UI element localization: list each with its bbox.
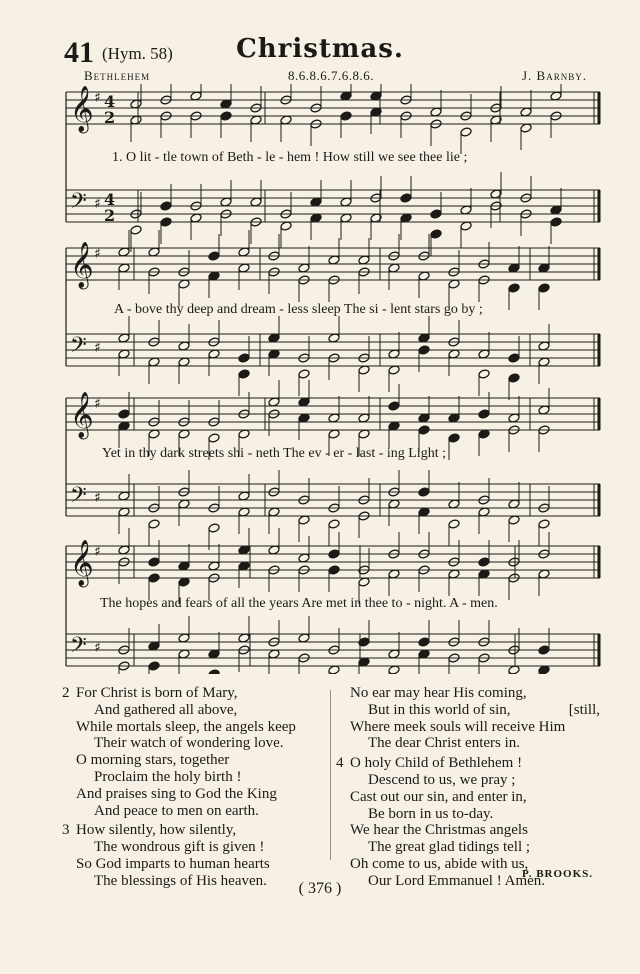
note-head — [208, 433, 220, 443]
note-head — [478, 557, 490, 567]
time-signature-top: 4 — [104, 190, 116, 209]
key-signature-sharp-icon: ♯ — [94, 396, 101, 412]
note-head — [238, 353, 250, 363]
verse-line: But in this world of sin, [still, — [368, 701, 600, 718]
verse-line: Cast out our sin, and enter in, — [350, 788, 527, 805]
key-signature-sharp-icon: ♯ — [94, 246, 101, 262]
verse-number: 2 — [62, 685, 70, 701]
verse-line: Proclaim the holy birth ! — [94, 768, 242, 785]
note-head — [148, 519, 160, 529]
verse-aside: [still, — [568, 701, 600, 718]
verses-right-column — [336, 685, 600, 890]
note-head — [538, 519, 550, 529]
verse-line: Be born in us to-day. — [368, 805, 494, 822]
hymn-title: Christmas. — [236, 34, 404, 64]
note-head — [430, 209, 442, 219]
note-head — [478, 369, 490, 379]
lyric-line-3: Yet in thy dark streets shi - neth The ev - er - last - ing Light ; — [102, 446, 446, 461]
note-head — [160, 217, 172, 227]
composer: J. Barnby. — [522, 68, 587, 83]
meter: 8.6.8.6.7.6.8.6. — [288, 68, 374, 83]
note-head — [148, 661, 160, 671]
music-score — [60, 84, 610, 674]
note-head — [550, 217, 562, 227]
lyric-line-4: The hopes and fears of all the years Are met in thee to - night. A - men. — [100, 596, 498, 611]
verse-line: Where meek souls will receive Him — [350, 718, 566, 735]
verse-line: Descend to us, we pray ; — [368, 771, 516, 788]
note-head — [298, 369, 310, 379]
note-head — [460, 127, 472, 137]
verse-line: Their watch of wondering love. — [94, 735, 284, 752]
treble-clef-icon: 𝄞 — [70, 86, 94, 132]
verse-line: O morning stars, together — [76, 752, 230, 769]
note-head — [340, 111, 352, 121]
verse-line: And peace to men on earth. — [94, 802, 259, 819]
verse-number: 4 — [336, 755, 344, 772]
note-head — [508, 373, 520, 383]
note-head — [418, 425, 430, 435]
key-signature-sharp-icon: ♯ — [94, 196, 101, 212]
lyric-line-2: A - bove thy deep and dream - less sleep The si - lent stars go by ; — [114, 302, 483, 317]
note-head — [448, 519, 460, 529]
verse-line: Oh come to us, abide with us, — [350, 855, 529, 872]
note-head — [400, 193, 412, 203]
time-signature-bottom: 2 — [104, 108, 116, 127]
verse-line: No ear may hear His coming, — [350, 685, 527, 701]
note-head — [388, 401, 400, 411]
key-signature-sharp-icon: ♯ — [94, 544, 101, 560]
bass-clef-icon: 𝄢 — [70, 189, 87, 219]
note-head — [538, 645, 550, 655]
note-head — [418, 345, 430, 355]
verse-line: The blessings of His heaven. — [94, 872, 267, 889]
note-head — [130, 225, 142, 235]
bass-clef-icon: 𝄢 — [70, 483, 87, 513]
treble-clef-icon: 𝄞 — [70, 242, 94, 288]
note-head — [208, 251, 220, 261]
treble-clef-icon: 𝄞 — [70, 540, 94, 586]
verse-line: And gathered all above, — [94, 701, 238, 718]
note-head — [160, 201, 172, 211]
lyric-line-1: 1. O lit - tle town of Beth - le - hem ! How still we see thee lie ; — [112, 150, 468, 165]
verse-line: While mortals sleep, the angels keep — [76, 718, 296, 735]
note-head — [118, 409, 130, 419]
column-divider — [330, 690, 331, 860]
verse-line: We hear the Christmas angels — [350, 822, 528, 839]
bass-clef-icon: 𝄢 — [70, 633, 87, 663]
time-signature-top: 4 — [104, 92, 116, 111]
verse-line: So God imparts to human hearts — [76, 855, 270, 872]
note-head — [238, 369, 250, 379]
note-head — [508, 353, 520, 363]
note-head — [430, 229, 442, 239]
note-head — [418, 487, 430, 497]
time-signature-bottom: 2 — [104, 206, 116, 225]
note-head — [508, 283, 520, 293]
verse-line: 3 How silently, how silently, — [62, 822, 237, 839]
note-head — [148, 573, 160, 583]
verse-line: The dear Christ enters in. — [368, 735, 521, 752]
key-signature-sharp-icon: ♯ — [94, 90, 101, 106]
verse-line: The great glad tidings tell ; — [368, 839, 531, 856]
note-head — [418, 637, 430, 647]
key-signature-sharp-icon: ♯ — [94, 640, 101, 656]
bass-clef-icon: 𝄢 — [70, 333, 87, 363]
verse-line: 4 O holy Child of Bethlehem ! — [336, 755, 523, 772]
note-head — [220, 111, 232, 121]
note-head — [328, 549, 340, 559]
note-head — [448, 433, 460, 443]
verses-left-column — [62, 685, 296, 890]
key-signature-sharp-icon: ♯ — [94, 340, 101, 356]
verse-line: And praises sing to God the King — [76, 785, 277, 802]
note-head — [538, 283, 550, 293]
verse-line: Our Lord Emmanuel ! Amen. — [368, 872, 546, 889]
hymn-number: 41 — [64, 36, 94, 69]
page-number: ( 376 ) — [298, 880, 342, 897]
verse-line: 2 For Christ is born of Mary, — [62, 685, 238, 701]
lyricist: P. BROOKS. — [522, 868, 594, 880]
hymn-reference: (Hym. 58) — [102, 44, 173, 63]
note-head — [148, 557, 160, 567]
note-head — [328, 565, 340, 575]
treble-clef-icon: 𝄞 — [70, 392, 94, 438]
verse-line: The wondrous gift is given ! — [94, 839, 265, 856]
key-signature-sharp-icon: ♯ — [94, 490, 101, 506]
note-head — [208, 669, 220, 674]
note-head — [208, 523, 220, 533]
note-head — [478, 409, 490, 419]
note-head — [328, 519, 340, 529]
verse-number: 3 — [62, 822, 70, 839]
tune-name: Bethlehem — [84, 68, 151, 83]
